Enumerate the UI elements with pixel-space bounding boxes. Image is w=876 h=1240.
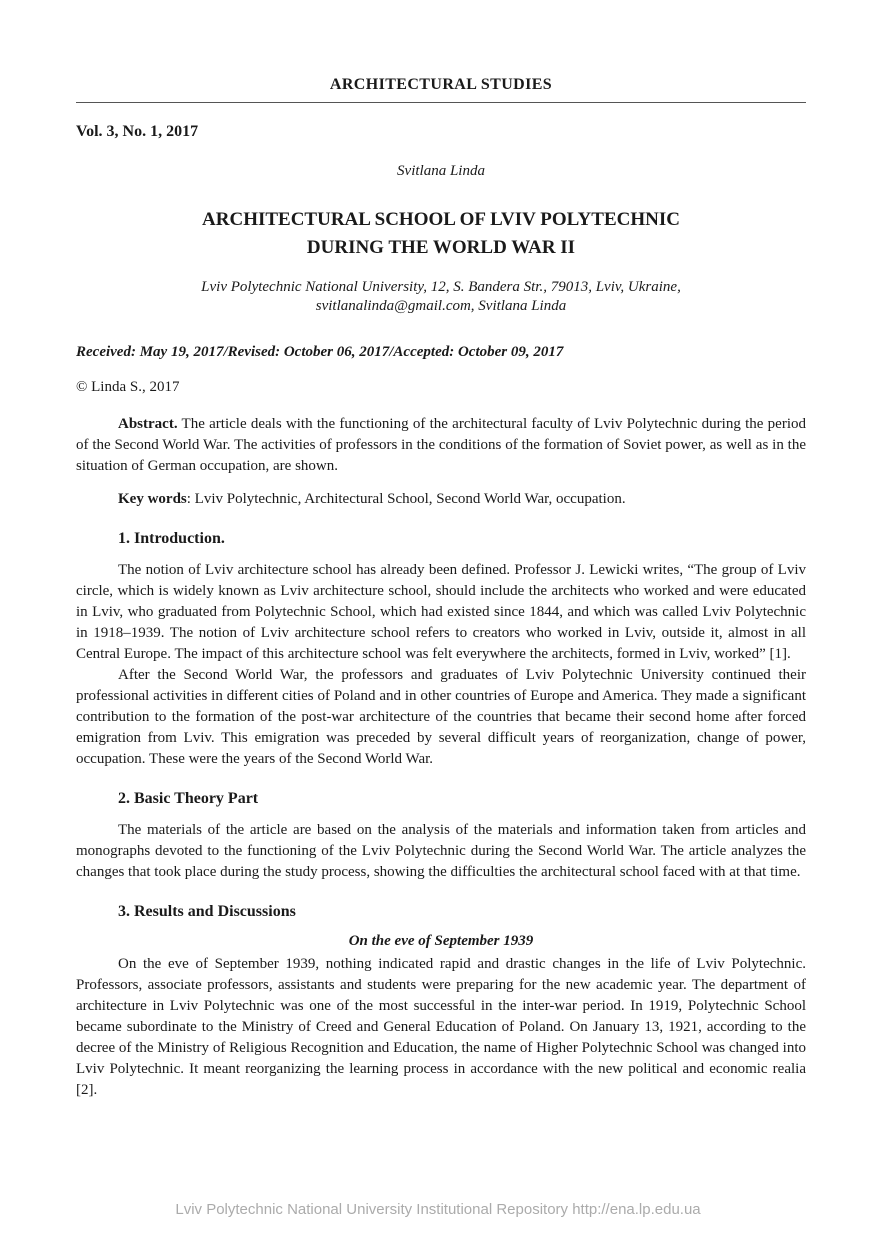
affiliation xyxy=(76,278,806,316)
volume-issue: Vol. 3, No. 1, 2017 xyxy=(76,123,199,140)
paragraph: After the Second World War, the professors and graduates of Lviv Polytechnic University continued their professional activities in different cities of Poland and in other countries of Europe and America. They made a significant contribution to the formation of the post-war architecture of the countries that became their second home after forced emigration from Lviv. This emigration was preceded by several difficult years of reorganization, change of power, occupation. These were the years of the Second World War. xyxy=(76,667,806,767)
section-basic-theory xyxy=(76,790,806,883)
paragraph: The materials of the article are based on the analysis of the materials and information taken from articles and monographs devoted to the functioning of the Lviv Polytechnic during the Second World War. The article analyzes the changes that took place during the study process, showing the difficulties the architectural school faced with at that time. xyxy=(76,822,806,880)
section-heading: 3. Results and Discussions xyxy=(118,903,296,920)
repository-footer-stamp: Lviv Polytechnic National University Institutional Repository http://ena.lp.edu.ua xyxy=(175,1201,701,1218)
abstract-paragraph xyxy=(76,414,806,477)
paragraph: On the eve of September 1939, nothing indicated rapid and drastic changes in the life of Lviv Polytechnic. Professors, associate professors, assistants and students were preparing for the new academic year. The department of architecture in Lviv Polytechnic was one of the most successful in the inter-war period. In 1919, Polytechnic School became subordinate to the Ministry of Creed and General Education of Poland. On January 13, 1921, according to the decree of the Ministry of Religious Recognition and Education, the name of Higher Polytechnic School was changed into Lviv Polytechnic. It meant reorganizing the learning process in accordance with the new political and economic realia [2]. xyxy=(76,956,806,1098)
article-title-line-2: DURING THE WORLD WAR II xyxy=(306,237,576,258)
keywords-paragraph xyxy=(76,489,806,510)
author-name: Svitlana Linda xyxy=(397,163,485,179)
section-heading: 2. Basic Theory Part xyxy=(118,790,259,807)
section-introduction xyxy=(76,530,806,770)
section-heading: 1. Introduction. xyxy=(118,530,225,547)
section-subheading: On the eve of September 1939 xyxy=(348,933,534,949)
journal-header: ARCHITECTURAL STUDIES xyxy=(76,76,806,103)
abstract-label: Abstract. xyxy=(118,416,178,432)
received-revised-accepted: Received: May 19, 2017/Revised: October 06, 2017/Accepted: October 09, 2017 xyxy=(76,344,564,360)
abstract-text: The article deals with the functioning of the architectural faculty of Lviv Polytechnic during the period of the Second World War. The activities of professors in the conditions of the formation of Soviet power, as well as in the situation of German occupation, are shown. xyxy=(76,416,806,474)
paragraph: The notion of Lviv architecture school has already been defined. Professor J. Lewicki writes, “The group of Lviv circle, which is widely known as Lviv architecture school, should include the architects who worked and were educated in Lviv, who graduated from Polytechnic School, which had existed since 1844, and which was called Lviv Polytechnic in 1918–1939. The notion of Lviv architecture school refers to creators who worked in Lviv, outside it, almost in all Central Europe. The impact of this architecture school was felt everywhere the architects, formed in Lviv, worked” [1]. xyxy=(76,562,806,662)
keywords-label: Key words xyxy=(118,491,187,507)
article-title-line-1: ARCHITECTURAL SCHOOL OF LVIV POLYTECHNIC xyxy=(202,209,680,230)
copyright-line: © Linda S., 2017 xyxy=(76,379,180,395)
affiliation-line-1: Lviv Polytechnic National University, 12, S. Bandera Str., 79013, Lviv, Ukraine, xyxy=(201,279,681,295)
section-results-discussions xyxy=(76,903,806,1101)
article-title xyxy=(76,206,806,262)
keywords-text: : Lviv Polytechnic, Architectural School, Second World War, occupation. xyxy=(186,491,626,507)
affiliation-line-2: svitlanalinda@gmail.com, Svitlana Linda xyxy=(315,298,567,314)
